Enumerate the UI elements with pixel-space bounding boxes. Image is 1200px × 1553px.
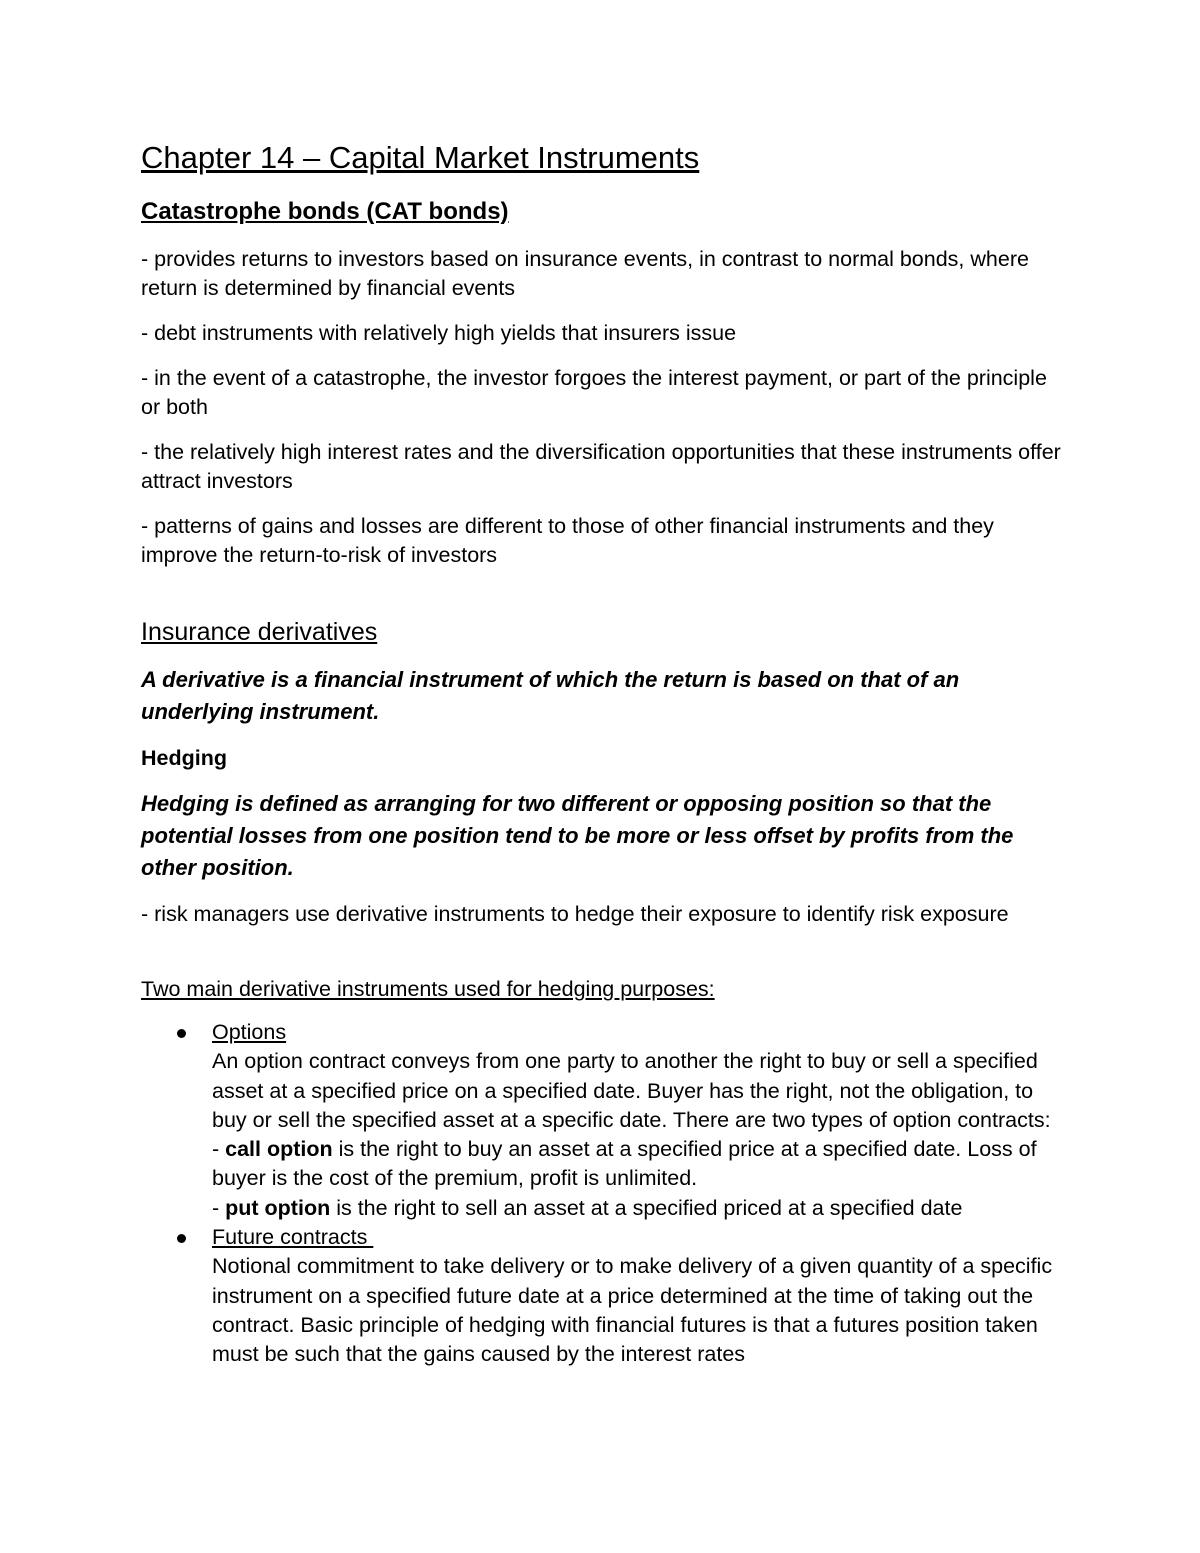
list-item — [141, 1223, 1061, 1369]
list-item — [141, 1018, 1061, 1223]
put-option-prefix: - — [212, 1195, 226, 1220]
cat-bonds-point: - the relatively high interest rates and the diversification opportunities that these instruments offer attract investors — [141, 440, 1061, 493]
cat-bonds-point: - patterns of gains and losses are different to those of other financial instruments and they improve the return-to-risk of investors — [141, 514, 994, 567]
list-intro: Two main derivative instruments used for hedging purposes: — [141, 977, 715, 1001]
put-option-line — [212, 1194, 1061, 1223]
bullet-icon — [177, 1234, 186, 1243]
hedging-definition: Hedging is defined as arranging for two different or opposing position so that the potential losses from one position tend to be more or less offset by profits from the other position. — [141, 791, 1014, 880]
cat-bonds-point: - provides returns to investors based on insurance events, in contrast to normal bonds, where return is determined by financial events — [141, 247, 1029, 300]
derivative-definition: A derivative is a financial instrument of which the return is based on that of an underlying instrument. — [141, 667, 960, 724]
bullet-icon — [177, 1029, 186, 1038]
insurance-derivatives-heading: Insurance derivatives — [141, 618, 378, 646]
call-option-line — [212, 1135, 1061, 1194]
put-option-term: put option — [225, 1195, 331, 1220]
call-option-term: call option — [225, 1137, 333, 1162]
put-option-text: is the right to sell an asset at a specified priced at a specified date — [330, 1195, 963, 1220]
derivative-instruments-list — [141, 1018, 1061, 1370]
options-title: Options — [212, 1020, 287, 1044]
hedging-heading: Hedging — [141, 746, 227, 770]
call-option-prefix: - — [212, 1137, 226, 1162]
options-body: An option contract conveys from one party to another the right to buy or sell a specified asset at a specified price on a specified date. Buyer has the right, not the obligation, to buy or sell the specified asset at a specific date. There are two types of option contracts: — [212, 1049, 1051, 1132]
cat-bonds-heading: Catastrophe bonds (CAT bonds) — [141, 198, 509, 225]
call-option-text: is the right to buy an asset at a specified price at a specified date. Loss of buyer is the cost of the premium, profit is unlimited. — [212, 1137, 1037, 1191]
future-contracts-title: Future contracts — [212, 1225, 374, 1250]
cat-bonds-point: - in the event of a catastrophe, the investor forgoes the interest payment, or part of the principle or both — [141, 366, 1047, 419]
future-contracts-body: Notional commitment to take delivery or to make delivery of a given quantity of a specific instrument on a specified future date at a price determined at the time of taking out the contract. Basic principle of hedging with financial futures is that a futures position taken must be such that the gains caused by the interest rates — [212, 1254, 1053, 1367]
hedging-point: - risk managers use derivative instruments to hedge their exposure to identify risk exposure — [141, 902, 1009, 926]
cat-bonds-point: - debt instruments with relatively high yields that insurers issue — [141, 321, 737, 345]
page-title: Chapter 14 – Capital Market Instruments — [141, 140, 700, 175]
